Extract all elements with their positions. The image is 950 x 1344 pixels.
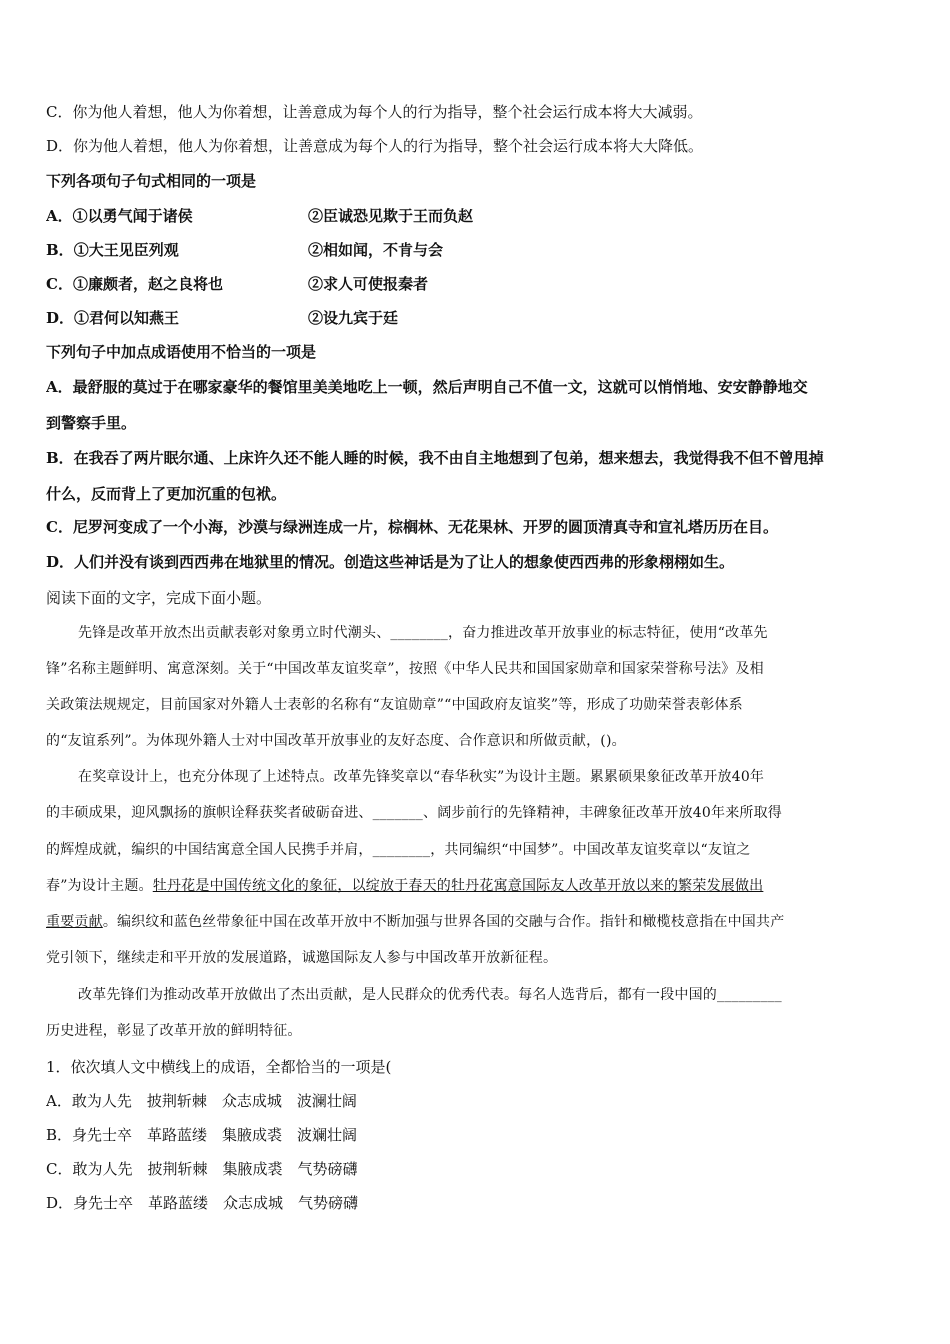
idiom-option-a-line2: 到警察手里。 xyxy=(46,414,137,432)
passage-p2-line4: 春”为设计主题。牡丹花是中国传统文化的象征，以绽放于春天的牡丹花寓意国际友人改革开放以来的繁荣发展做出 xyxy=(46,878,764,894)
reading-intro: 阅读下面的文字，完成下面小题。 xyxy=(46,589,272,607)
underlined-sentence: 牡丹花是中国传统文化的象征，以绽放于春天的牡丹花寓意国际友人改革开放以来的繁荣发展做出 xyxy=(152,878,764,894)
sentence-option-c: C．①廉颇者，赵之良将也 ②求人可使报秦者 xyxy=(46,275,429,293)
q1-stem: 1．依次填人文中横线上的成语，全都恰当的一项是( xyxy=(46,1058,392,1076)
idiom-option-c: C．尼罗河变成了一个小海，沙漠与绿洲连成一片，棕榈林、无花果林、开罗的圆顶清真寺和宣礼塔历历在目。 xyxy=(46,518,778,536)
underlined-sentence-end: 重要贡献 xyxy=(46,914,103,930)
idiom-option-b-line1: B．在我吞了两片眠尔通、上床许久还不能人睡的时候，我不由自主地想到了包弟，想来想去，我觉得我不但不曾甩掉 xyxy=(46,449,824,467)
passage-p2-line1: 在奖章设计上，也充分体现了上述特点。改革先锋奖章以“春华秋实”为设计主题。累累硕果象征改革开放40年 xyxy=(78,769,765,785)
question-idiom-title: 下列句子中加点成语使用不恰当的一项是 xyxy=(46,343,317,361)
sentence-option-a: A．①以勇气闻于诸侯 ②臣诚恐见欺于王而负赵 xyxy=(46,207,474,225)
passage-p3-line2: 历史进程，彰显了改革开放的鲜明特征。 xyxy=(46,1023,302,1039)
passage-p2-line6: 党引领下，继续走和平开放的发展道路，诚邀国际友人参与中国改革开放新征程。 xyxy=(46,950,558,966)
q1-option-c: C．敢为人先 披荆斩棘 集腋成裘 气势磅礴 xyxy=(46,1160,358,1178)
q1-option-d: D．身先士卒 革路蓝缕 众志成城 气势磅礴 xyxy=(46,1194,359,1212)
idiom-option-b-line2: 什么，反而背上了更加沉重的包袱。 xyxy=(46,485,287,503)
passage-p2-line5: 重要贡献。编织纹和蓝色丝带象征中国在改革开放中不断加强与世界各国的交融与合作。指针和橄榄枝意指在中国共产 xyxy=(46,914,785,930)
passage-p2-line2: 的丰硕成果，迎风飘扬的旗帜诠释获奖者破砺奋进、_______、阔步前行的先锋精神，丰碑象征改革开放40年来所取得 xyxy=(46,805,783,821)
sentence-option-b: B．①大王见臣列观 ②相如闻，不肯与会 xyxy=(46,241,444,259)
passage-p1-line1: 先锋是改革开放杰出贡献表彰对象勇立时代潮头、________，奋力推进改革开放事业的标志特征，使用“改革先 xyxy=(78,625,768,641)
option-d-top: D．你为他人着想，他人为你着想，让善意成为每个人的行为指导，整个社会运行成本将大大降低。 xyxy=(46,137,704,155)
q1-option-a: A．敢为人先 披荆斩棘 众志成城 波澜壮阔 xyxy=(46,1092,357,1110)
question-sentence-title: 下列各项句子句式相同的一项是 xyxy=(46,172,257,190)
passage-p3-line1: 改革先锋们为推动改革开放做出了杰出贡献，是人民群众的优秀代表。每名人选背后，都有一段中国的_________ xyxy=(78,987,782,1003)
idiom-option-d: D．人们并没有谈到西西弗在地狱里的情况。创造这些神话是为了让人的想象使西西弗的形象栩栩如生。 xyxy=(46,553,735,571)
passage-p1-line3: 关政策法规规定，目前国家对外籍人士表彰的名称有“友谊勋章”“中国政府友谊奖”等，形成了功勋荣誉表彰体系 xyxy=(46,697,743,713)
passage-p2-line3: 的辉煌成就，编织的中国结寓意全国人民携手并肩，________，共同编织“中国梦”。中国改革友谊奖章以“友谊之 xyxy=(46,842,751,858)
option-c-top: C．你为他人着想，他人为你着想，让善意成为每个人的行为指导，整个社会运行成本将大大减弱。 xyxy=(46,103,703,121)
passage-p1-line4: 的“友谊系列”。为体现外籍人士对中国改革开放事业的友好态度、合作意识和所做贡献，()。 xyxy=(46,733,626,749)
idiom-option-a-line1: A．最舒服的莫过于在哪家豪华的餐馆里美美地吃上一顿，然后声明自己不值一文，这就可以悄悄地、安安静静地交 xyxy=(46,378,808,396)
passage-p1-line2: 锋”名称主题鲜明、寓意深刻。关于“中国改革友谊奖章”，按照《中华人民共和国国家勋章和国家荣誉称号法》及相 xyxy=(46,661,764,677)
q1-option-b: B．身先士卒 革路蓝缕 集腋成裘 波斓壮阔 xyxy=(46,1126,358,1144)
sentence-option-d: D．①君何以知燕王 ②设九宾于廷 xyxy=(46,309,399,327)
